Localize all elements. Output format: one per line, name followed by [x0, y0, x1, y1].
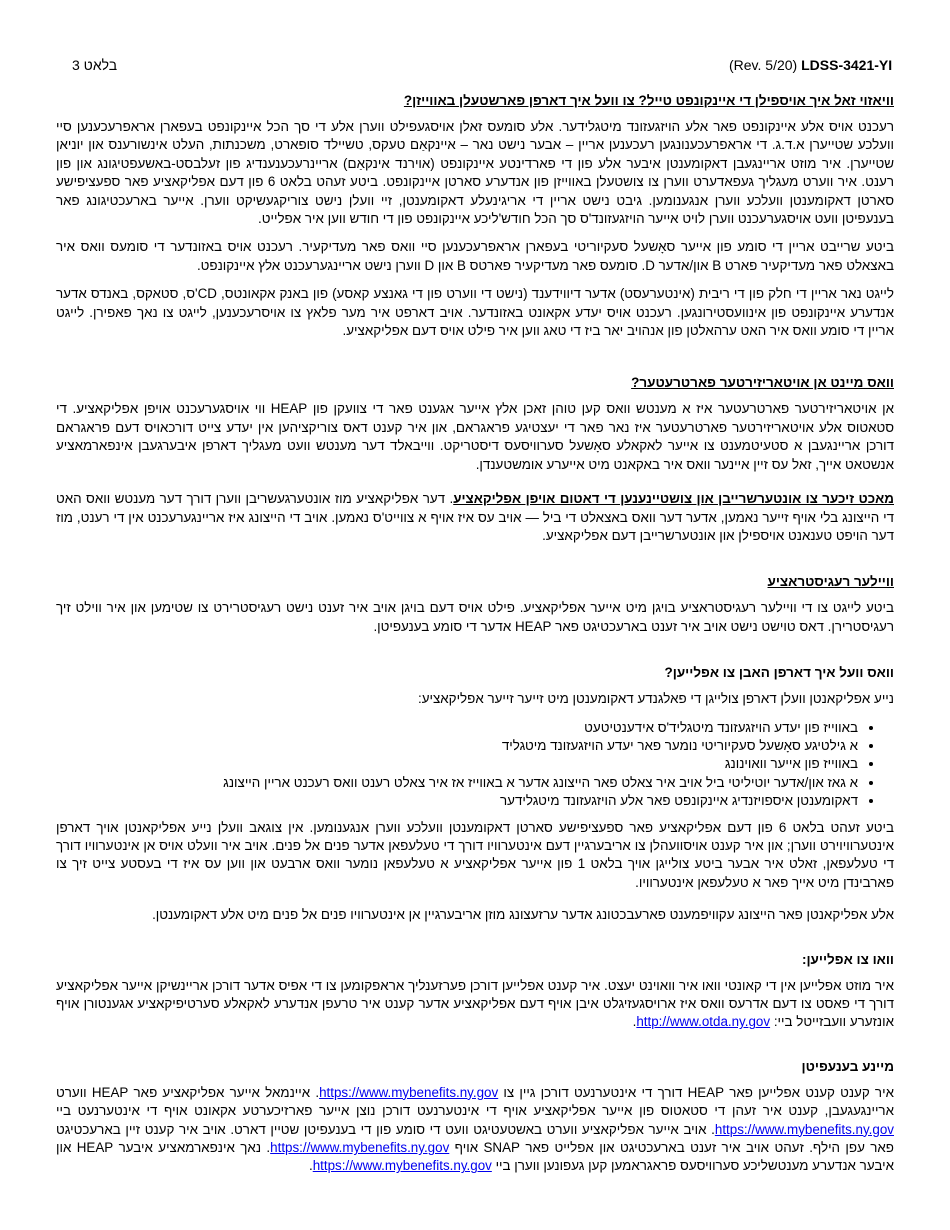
income-paragraph-2: ביטע שרייבט אריין די סומע פון אייער סאָשעל סעקיוריטי בעפארן אראפרעכענען סיי וואס פאר מעדיקעיר. רעכנט אויס באזונדער די סומעס וואס איר באצאלט פאר מעדיקעיר פארט B און/אדער D. סומעס פאר מעדיקעיר פארטס B און D ווערן נישט אריינגערעכנט אלץ איינקונפט. [56, 239, 894, 273]
page-number: בלאט 3 [72, 57, 118, 73]
list-item: • דאקומענטן איספויזנדיג איינקונפט פאר אלע הויזגעזונד מיטגלידער [56, 792, 858, 810]
interview-paragraph: ביטע זעהט בלאט 6 פון דעם אפליקאציע פאר ספעציפישע סארטן דאקומענטן וועלכע ווערן אנגענומען. אין צוגאב וועלן נייע אפליקאנטן אויך דארפן אינטערוויוירט ווערן; און איר קענט אויסוועהלן צו אריבערגיין דעם אינטערוויו דורך די טעלעפאן אדער פנים אל פנים. אויב איר וועלט אויס אן אינטערוויו דורך די טעלעפאן, זאלט איר אבער ביטע צולייגן אויך בלאט 1 פון אייער אפליקאציע א טעלעפאן נומער וואס ארבעט און ווען עס איז די בעסטע צייט זיך צו פארבינדן מיט אייך פאר א טעלעפאן אינטערוויו. [56, 819, 894, 890]
list-item: • א גאז און/אדער יוטיליטי ביל אויב איר צאלט פאר הייצונג אדער א באווייז אז איר צאלט רענט וואס רעכנט אריין הייצונג [56, 774, 858, 792]
mybenefits-text-a: איר קענט קענט אפלייען פאר HEAP דורך די אינטערנעט דורכן גיין צו [503, 1084, 894, 1100]
mybenefits-link-2[interactable]: https://www.mybenefits.ny.gov [714, 1121, 894, 1137]
mybenefits-paragraph [56, 1084, 894, 1176]
income-paragraph-3: לייגט נאר אריין די חלק פון די ריבית (אינטערעסט) אדער דיווידענד (נישט די ווערט פון די גאנצע קאסע) פון באנק אקאונטס, CD'ס, סטאקס, באנדס אדער אנדערע איינקונפט פון אינוועסטירונגען. רעכנט אויס יעדע אקאונט באזונדער. אויב דארפט איר מער פלאץ צו אויסרעכענען, לייגט צו נאך פאפירן. לייגט אריין די סומע וואס איר האט ערהאלטן פון אנהויב יאר ביז די טאג ווען איר פילט אויס דעם אפליקאציע. [56, 286, 894, 339]
authorized-rep-paragraph-1: אן אויטאריזירטער פארטרעטער איז א מענטש וואס קען טוהן זאכן אלץ אייער אגענט פאר די צוועקן פון HEAP ווי אויסגערעכנט אויפן אפליקאציע. די סטאטוס אלע אויטאריזירטער פארטרעטער איז נאר פאר די יעצטיגע פראגראם, און איר קענט דאס צוריקציהען אין יעדע צייט דורכאויס דעם פראגראם דורכן אריינגעבן א סטעיטמענט צו אייער לאקאלע סאָשעל סערוויסעס דיסטריקט. ווײבאלד דער מענטש וועט מעגליך דארפן איבערגעבן אינפארמאציע אנשטאט אייך, זאל עס זיין איינער וואס איר באקאנט מיט אייערע אומשטענדן. [56, 401, 894, 472]
mybenefits-link-1[interactable]: https://www.mybenefits.ny.gov [319, 1084, 499, 1100]
page-header [56, 52, 894, 80]
list-item: • באווייז פון אייער וואוינונג [56, 755, 858, 773]
section-title-where-to-apply: וואו צו אפלייען: [801, 951, 894, 967]
sign-date-emphasis: מאכט זיכער צו אונטערשרייבן און צושטיינענען די דאטום אויפן אפליקאציע [453, 491, 894, 507]
income-paragraph-1: רעכנט אויס אלע איינקונפט פאר אלע הויזגעזונד מיטגלידער. אלע סומעס זאלן אויסגעפילט ווערן אלע די סך הכל איינקונפט בעפארן אראפרעכענען סיי וועלכע שטייערן א.ד.ג. די אראפרעכענונגען רעכענען אריין – אבער נישט נאר – איינקאַם טעקס, טשיילד סופארט, משכנתות, העלט אינשורענס און יוניאן שטייערן. איר מוזט אריינגעבן דאקומענטן איבער אלע פון די פארדינטע איינקונפט (אוירנד אינקאַם) אריינרעכענענדיג פון זעלבסט-באשעפטיגונג און פון רענט. איר ווערט מעגליך געפאדערט ווערן צו צושטעלן באווייזן פון אנדערע סארטן איינקונפט. ביטע זעהט בלאט 6 פון דעם אפליקאציע פאר ספעציפישע סארטן דאקומענטן וועלכע ווערן אנגענומען. גיבט נישט אריין די אריגינעלע דאקומענטן, זיי וועלן נישט צוריקגעשיקט ווערן. אייער בארעכטיגונג פאר בענעפיטן וועט אויסגערעכנט ווערן לויט אייער הויזגעזונד'ס סך הכל חודש'ליכע איינקונפט פון די חודש ווען איר אפלייט. [56, 119, 894, 227]
voter-registration-paragraph: ביטע לייגט צו די וויילער רעגיסטראציע בויגן מיט אייער אפליקאציע. פילט אויס דעם בויגן אויב איר זענט נישט רעגיסטרירט צו שטימען און איר ווילט זיך רעגיסטרירן. דאס טוישט נישט אויב איר זענט בארעכטיגט פאר HEAP אדער די סומע בענעפיטן. [56, 600, 894, 634]
section-title-what-to-apply: וואס וועל איך דארפן האבן צו אפלייען? [664, 665, 894, 681]
required-docs-list [56, 719, 894, 811]
mybenefits-text-c: . אויב אייער אפליקאציע ווערט באשטעטיגט וועט די סומע פון די בענעפיטן שטיין דארט. אויב איר קענט זיין בארעכטיגט פאר עפן הילף. זעהט אויב איר זענט בארעכטיגט און אפלייט פאר SNAP אויף [56, 1121, 894, 1156]
mybenefits-link-3[interactable]: https://www.mybenefits.ny.gov [270, 1140, 450, 1156]
required-docs-intro: נייע אפליקאנטן וועלן דארפן צולייגן די פאלגנדע דאקומענטן מיט זייער זייער אפליקאציע: [417, 691, 894, 707]
authorized-rep-paragraph-2-text: . דער אפליקאציע מוז אונטערגעשריבן ווערן דורך דער מענטש וואס האט די הייצונג בלי אויף זייער נאמען, אדער דער וואס באצאלט די ביל — אויב עס איז אויף א צווייט'ס נאמען. אויב די הייצונג איז אריינגערעכנט אין די רענט, מוז דער הויפט טענאנט אויספילן און אונטערשרייבן דעם אפליקאציע. [56, 491, 894, 543]
section-title-voter-registration: וויילער רעגיסטראציע [767, 574, 894, 590]
list-item: • באווייז פון יעדע הויזגעזונד מיטגליד'ס אידענטיטעט [56, 719, 858, 737]
where-to-apply-text: איר מוזט אפלייען אין די קאונטי וואו איר וואוינט יעצט. איר קענט אפלייען דורכן פערזענליך אראפקומען צו די אפיס אדער דורכן אריינשיקן אייער אפליקאציע דורך די פאסט צו דעם אדרעס וואס איז ארויסגעזיגלט איבן אויף דעם אפליקאציע אדער קענט איר טרעפן אנדערע לאקאלע סערטיפיקאציע אגענטורן אויף אונזערע וועבזייטל ביי: [56, 977, 894, 1030]
mybenefits-link-4[interactable]: https://www.mybenefits.ny.gov [312, 1158, 492, 1174]
form-revision [729, 57, 892, 73]
authorized-rep-paragraph-2 [56, 490, 894, 545]
list-item: • א גילטיגע סאָשעל סעקיוריטי נומער פאר יעדע הויזגעזונד מיטגליד [56, 737, 858, 755]
equipment-interview-paragraph: אלע אפליקאנטן פאר הייצונג עקוויפמענט פארעבכטונג אדער ערזעצונג מוזן אריבערגיין אן אינטערוויו פנים אל פנים מיט אלע דאקומענטן. [152, 907, 894, 923]
where-to-apply-paragraph [56, 977, 894, 1032]
mybenefits-text-b: . איינמאל אייער אפליקאציע פאר HEAP ווערט אריינגעגעבן, קענט איר זעהן די סטאטוס פון אייער אפליקאציע אויף די אינטערנעט דורכן נוצן אייער פארזיכערטע אקאונט אויף די אינטערנעט ביי [56, 1084, 894, 1119]
section-title-mybenefits: מיינע בענעפיטן [801, 1058, 894, 1074]
section-title-authorized-rep: וואס מיינט אן אויטאריזירטער פארטרעטער? [631, 375, 894, 391]
mybenefits-text-d: . נאך אינפארמאציע איבער HEAP און איבער אנדערע מענטשליכע סערוויסעס פראגראמען קען געפונען ווערן ביי [56, 1140, 894, 1174]
where-to-apply-end: . [632, 1014, 637, 1030]
mybenefits-text-e: . [308, 1158, 313, 1174]
revision-date: (Rev. 5/20) [729, 57, 798, 73]
otda-website-link[interactable]: http://www.otda.ny.gov [636, 1014, 771, 1030]
section-title-income: וויאזוי זאל איך אויספילן די איינקונפט טייל? צו וועל איך דארפן פארשטעלן באווייזן? [403, 93, 894, 108]
document-body [56, 92, 894, 1176]
form-number: LDSS-3421-YI [801, 57, 893, 73]
